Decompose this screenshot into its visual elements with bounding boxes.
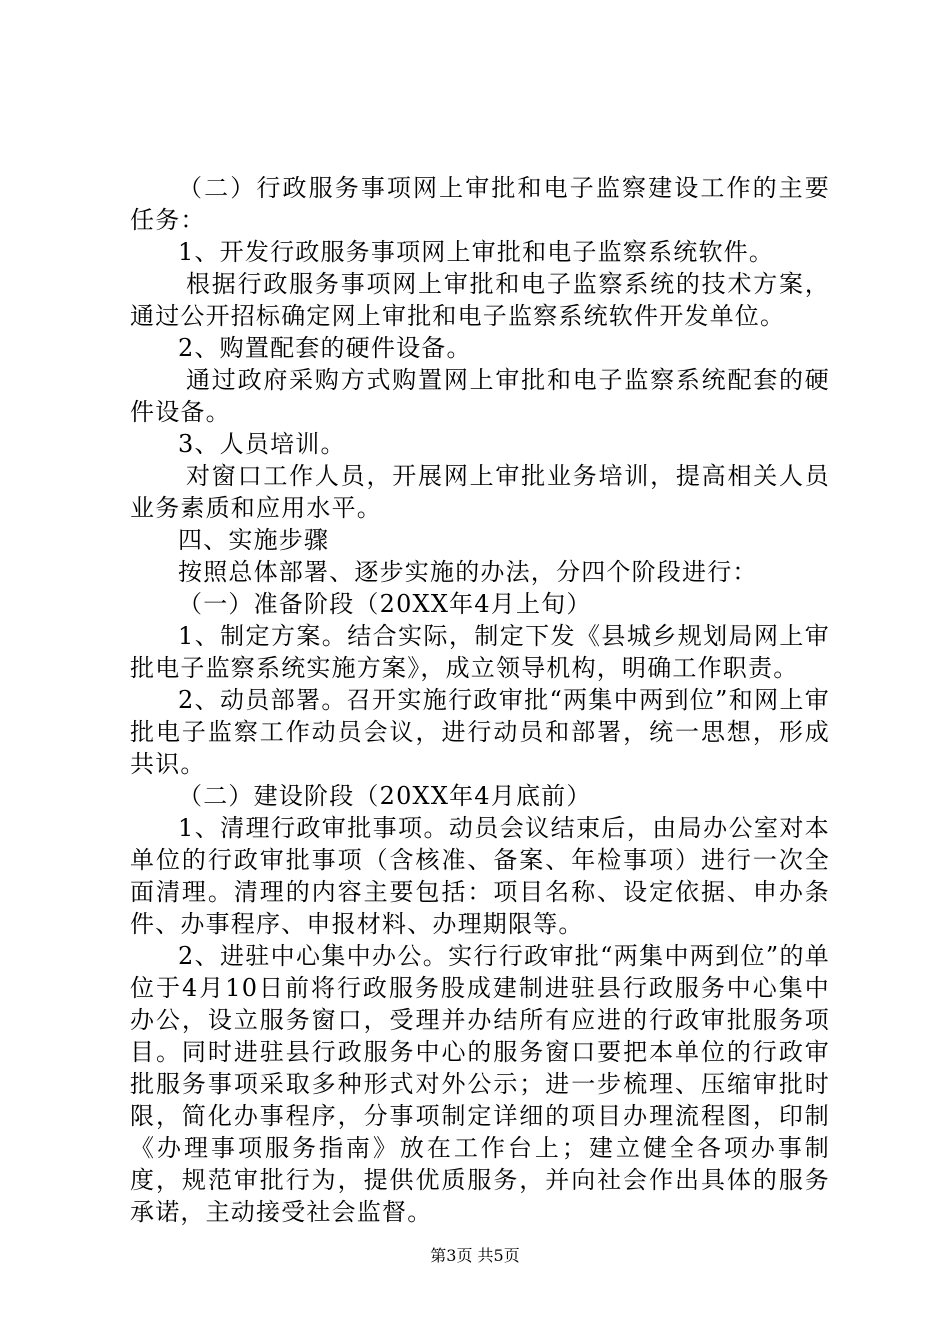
task-item-2: 2、购置配套的硬件设备。: [178, 334, 472, 362]
task-item-3-detail: 对窗口工作人员，开展网上审批业务培训，提高相关人员业务素质和应用水平。: [130, 462, 830, 522]
section-heading-steps: 四、实施步骤: [178, 526, 330, 554]
construction-item-2: 2、进驻中心集中办公。实行行政审批“两集中两到位”的单位于4月10日前将行政服务股成建制进驻县行政服务中心集中办公，设立服务窗口，受理并办结所有应进的行政审批服务项目。同时进驻县行政服务中心的服务窗口要把本单位的行政审批服务事项采取多种形式对外公示；进一步梳理、压缩审批时限，简化办事程序，分事项制定详细的项目办理流程图，印制《办理事项服务指南》放在工作台上；建立健全各项办事制度，规范审批行为，提供优质服务，并向社会作出具体的服务承诺，主动接受社会监督。: [130, 942, 830, 1226]
page-number-footer: 第3页 共5页: [430, 1246, 520, 1265]
section-heading-main-tasks: （二）行政服务事项网上审批和电子监察建设工作的主要任务：: [130, 174, 830, 234]
document-body: [130, 172, 830, 1228]
construction-item-1: 1、清理行政审批事项。动员会议结束后，由局办公室对本单位的行政审批事项（含核准、备案、年检事项）进行一次全面清理。清理的内容主要包括：项目名称、设定依据、申办条件、办事程序、申报材料、办理期限等。: [130, 814, 830, 938]
steps-intro: 按照总体部署、逐步实施的办法，分四个阶段进行：: [178, 558, 758, 586]
stage-heading-construction: （二）建设阶段（20XX年4月底前）: [178, 782, 592, 810]
stage-heading-preparation: （一）准备阶段（20XX年4月上旬）: [178, 590, 592, 618]
task-item-1-detail: 根据行政服务事项网上审批和电子监察系统的技术方案，通过公开招标确定网上审批和电子监察系统软件开发单位。: [130, 270, 830, 330]
task-item-3: 3、人员培训。: [178, 430, 346, 458]
preparation-item-1: 1、制定方案。结合实际，制定下发《县城乡规划局网上审批电子监察系统实施方案》，成立领导机构，明确工作职责。: [130, 622, 830, 682]
task-item-1: 1、开发行政服务事项网上审批和电子监察系统软件。: [178, 238, 775, 266]
preparation-item-2: 2、动员部署。召开实施行政审批“两集中两到位”和网上审批电子监察工作动员会议，进行动员和部署，统一思想，形成共识。: [130, 686, 830, 778]
task-item-2-detail: 通过政府采购方式购置网上审批和电子监察系统配套的硬件设备。: [130, 366, 830, 426]
